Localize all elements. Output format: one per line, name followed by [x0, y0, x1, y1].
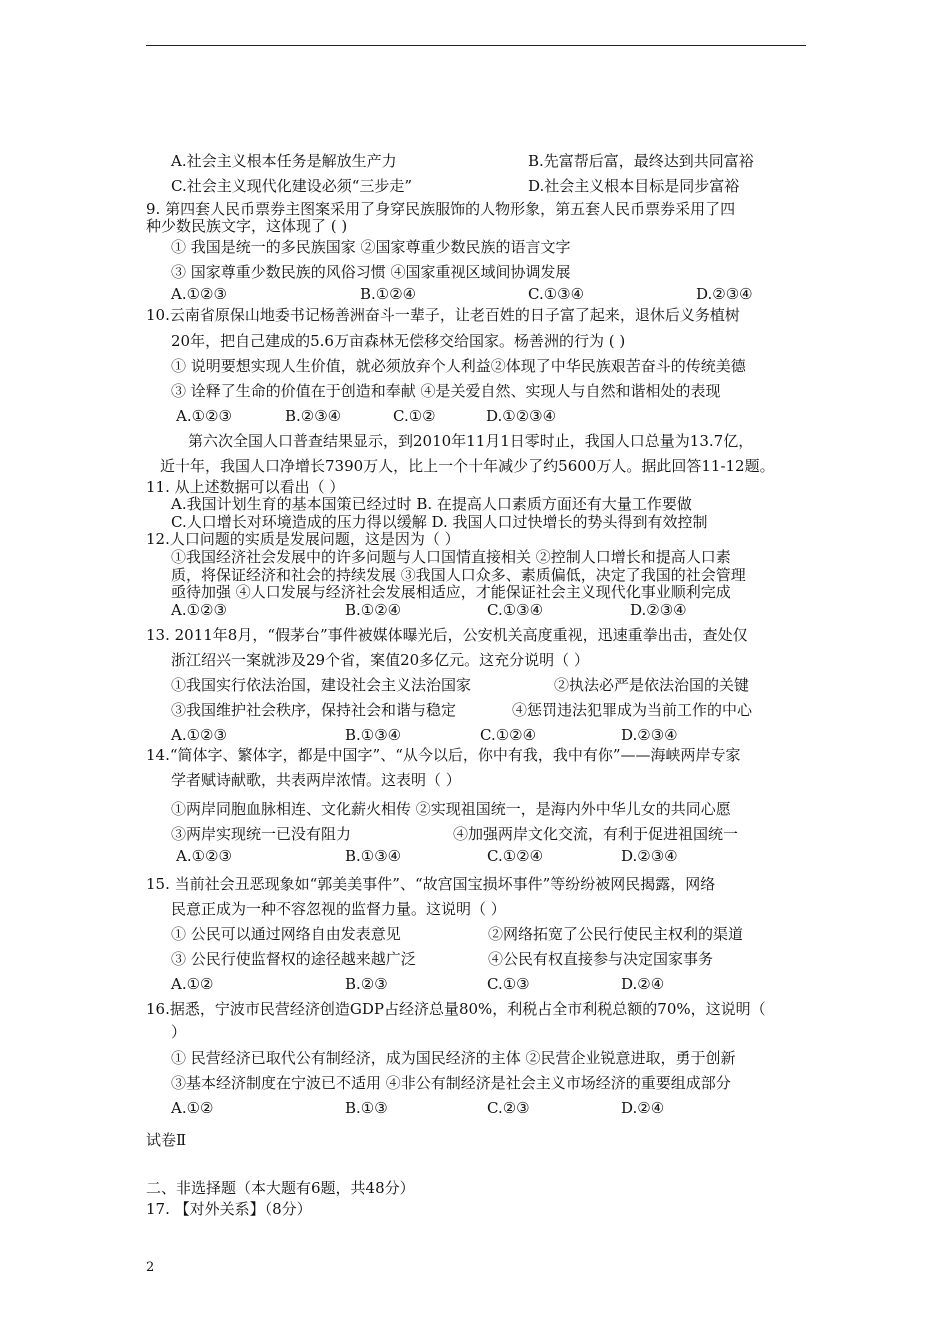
text-line: 9. 第四套人民币票券主图案采用了身穿民族服饰的人物形象，第五套人民币票券采用了四 [146, 200, 736, 218]
text-line: A.①②③ [176, 847, 232, 865]
text-line: C.①②④ [480, 726, 537, 744]
text-line: A.①②③ [171, 601, 227, 619]
text-line: B.②③ [345, 975, 388, 993]
text-line: 种少数民族文字，这体现了 ( ) [146, 217, 348, 235]
text-line: ③ 诠释了生命的价值在于创造和奉献 ④是关爱自然、实现人与自然和谐相处的表现 [171, 382, 721, 400]
text-line: 10.云南省原保山地委书记杨善洲奋斗一辈子，让老百姓的日子富了起来，退休后义务植树 [146, 306, 740, 324]
text-line: ①两岸同胞血脉相连、文化薪火相传 ②实现祖国统一，是海内外中华儿女的共同心愿 [171, 800, 731, 818]
text-line: D.②④ [621, 1099, 665, 1117]
text-line: ） [171, 1023, 187, 1041]
text-line: 试卷Ⅱ [146, 1131, 187, 1149]
text-line: ① 我国是统一的多民族国家 ②国家尊重少数民族的语言文字 [171, 238, 571, 256]
text-line: 第六次全国人口普查结果显示，到2010年11月1日零时止，我国人口总量为13.7亿， [188, 432, 754, 450]
text-line: ③两岸实现统一已没有阻力 [171, 825, 352, 843]
text-line: 14.“简体字、繁体字，都是中国字”、“从今以后，你中有我，我中有你”——海峡两岸专家 [146, 746, 741, 764]
text-line: B.①②④ [360, 285, 417, 303]
text-line: 质，将保证经济和社会的持续发展 ③我国人口众多、素质偏低，决定了我国的社会管理 [171, 566, 746, 584]
header-rule [146, 45, 806, 46]
text-line: ① 民营经济已取代公有制经济，成为国民经济的主体 ②民营企业锐意进取，勇于创新 [171, 1049, 736, 1067]
text-line: 近十年，我国人口净增长7390万人，比上一个十年减少了约5600万人。据此回答11-12题。 [160, 457, 775, 475]
text-line: ① 说明要想实现人生价值，就必须放弃个人利益②体现了中华民族艰苦奋斗的传统美德 [171, 357, 746, 375]
text-line: ①我国实行依法治国，建设社会主义法治国家 [171, 676, 472, 694]
text-line: 民意正成为一种不容忽视的监督力量。这说明（ ） [171, 900, 506, 918]
text-line: ①我国经济社会发展中的许多问题与人口国情直接相关 ②控制人口增长和提高人口素 [171, 548, 731, 566]
text-line: A.我国计划生育的基本国策已经过时 B. 在提高人口素质方面还有大量工作要做 [171, 495, 692, 513]
text-line: D.②③④ [621, 847, 678, 865]
text-line: B.②③④ [285, 407, 342, 425]
text-line: C.①③④ [528, 285, 585, 303]
text-line: D.②③④ [696, 285, 753, 303]
text-line: C.社会主义现代化建设必须“三步走” [171, 177, 413, 195]
text-line: 15. 当前社会丑恶现象如“郭美美事件”、“故宫国宝损坏事件”等纷纷被网民揭露，网络 [146, 875, 716, 893]
text-line: ④公民有权直接参与决定国家事务 [488, 950, 714, 968]
text-line: D.②③④ [621, 726, 678, 744]
text-line: C.①②④ [487, 847, 544, 865]
text-line: 学者赋诗献歌，共表两岸浓情。这表明（ ） [171, 771, 461, 789]
text-line: A.①②③ [176, 407, 232, 425]
text-line: ②执法必严是依法治国的关键 [554, 676, 750, 694]
text-line: ③基本经济制度在宁波已不适用 ④非公有制经济是社会主义市场经济的重要组成部分 [171, 1074, 731, 1092]
text-line: 13. 2011年8月，“假茅台”事件被媒体曝光后，公安机关高度重视，迅速重拳出击，查处仅 [146, 626, 748, 644]
text-line: C.①③④ [487, 601, 544, 619]
text-line: C.人口增长对环境造成的压力得以缓解 D. 我国人口过快增长的势头得到有效控制 [171, 513, 708, 531]
text-line: ④加强两岸文化交流，有利于促进祖国统一 [453, 825, 739, 843]
text-line: C.①② [393, 407, 436, 425]
text-line: 亟待加强 ④人口发展与经济社会发展相适应，才能保证社会主义现代化事业顺利完成 [171, 583, 731, 601]
text-line: ③ 公民行使监督权的途径越来越广泛 [171, 950, 416, 968]
text-line: A.①②③ [171, 726, 227, 744]
text-line: B.先富帮后富，最终达到共同富裕 [528, 152, 754, 170]
text-line: 17. 【对外关系】（8分） [146, 1200, 312, 1218]
text-line: D.①②③④ [486, 407, 557, 425]
text-line: A.社会主义根本任务是解放生产力 [171, 152, 397, 170]
text-line: 16.据悉，宁波市民营经济创造GDP占经济总量80%，利税占全市利税总额的70%，这说明（ [146, 1000, 766, 1018]
text-line: C.①③ [487, 975, 530, 993]
text-line: C.②③ [487, 1099, 530, 1117]
text-line: B.①②④ [345, 601, 402, 619]
text-line: 浙江绍兴一案就涉及29个省，案值20多亿元。这充分说明（ ） [171, 651, 589, 669]
text-line: ③我国维护社会秩序，保持社会和谐与稳定 [171, 701, 457, 719]
text-line: A.①② [171, 1099, 214, 1117]
text-line: B.①③④ [345, 847, 402, 865]
text-line: A.①② [171, 975, 214, 993]
page-number: 2 [146, 1260, 155, 1275]
text-line: B.①③ [345, 1099, 388, 1117]
text-line: D.②④ [621, 975, 665, 993]
text-line: ① 公民可以通过网络自由发表意见 [171, 925, 401, 943]
text-line: 二、非选择题（本大题有6题，共48分） [146, 1179, 415, 1197]
text-line: ③ 国家尊重少数民族的风俗习惯 ④国家重视区域间协调发展 [171, 263, 571, 281]
text-line: B.①③④ [345, 726, 402, 744]
text-line: D.②③④ [630, 601, 687, 619]
text-line: A.①②③ [171, 285, 227, 303]
text-line: 20年，把自己建成的5.6万亩森林无偿移交给国家。杨善洲的行为 ( ) [171, 332, 626, 350]
text-line: 11. 从上述数据可以看出（ ） [146, 478, 345, 496]
text-line: D.社会主义根本目标是同步富裕 [528, 177, 740, 195]
text-line: ④惩罚违法犯罪成为当前工作的中心 [512, 701, 753, 719]
text-line: 12.人口问题的实质是发展问题，这是因为（ ） [146, 530, 460, 548]
text-line: ②网络拓宽了公民行使民主权利的渠道 [488, 925, 744, 943]
